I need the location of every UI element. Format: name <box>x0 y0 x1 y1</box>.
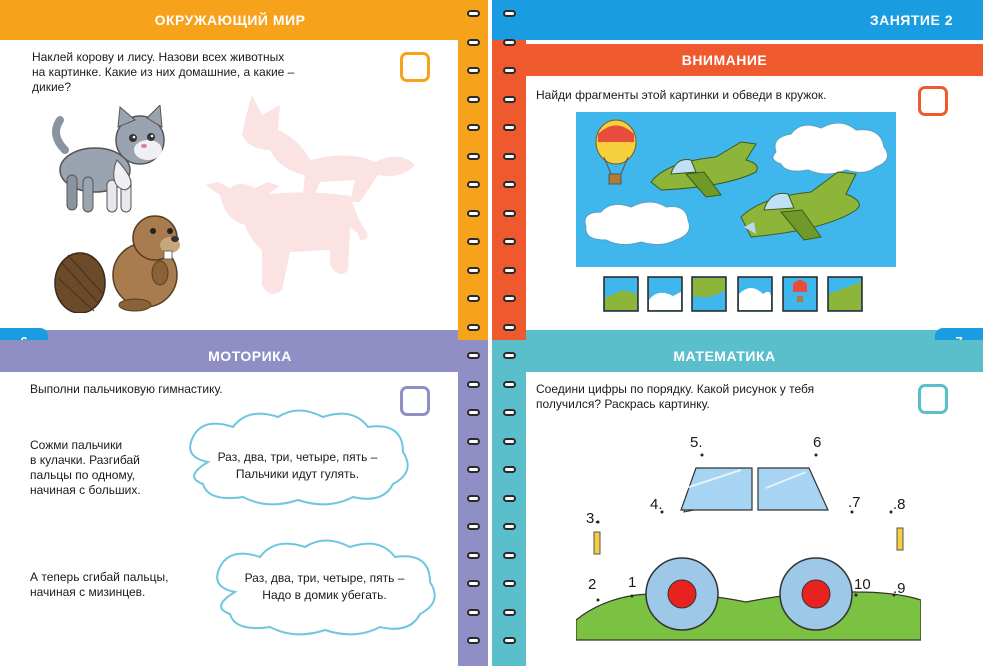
spring-hole <box>467 124 480 131</box>
dot-num-5: 5. <box>690 434 703 451</box>
spring-hole <box>467 523 480 530</box>
spring-hole <box>503 39 516 46</box>
spring-hole <box>503 295 516 302</box>
task-text-attention: Найди фрагменты этой картинки и обведи в кружок. <box>536 88 827 102</box>
spring-hole <box>503 438 516 445</box>
section-header-math <box>526 340 983 372</box>
dot-num-10: 10 <box>854 576 871 593</box>
beaver-illustration <box>50 213 190 313</box>
spring-hole <box>467 238 480 245</box>
dot-num-2: 2 <box>588 576 597 593</box>
dot-num-1: 1 <box>628 574 637 591</box>
spring-hole <box>503 267 516 274</box>
spring-hole <box>503 381 516 388</box>
spring-hole <box>503 67 516 74</box>
task-text-motorika: Выполни пальчиковую гимнастику. <box>30 382 223 396</box>
checkbox-attention[interactable] <box>918 86 948 116</box>
section-header-motorika <box>0 340 490 372</box>
verse1-instruction: Сожми пальчики в кулачки. Разгибай пальцы по одному, начиная с больших. <box>30 438 141 497</box>
spring-hole <box>467 10 480 17</box>
sky-picture <box>576 112 896 267</box>
spring-hole <box>467 637 480 644</box>
dot-num-4: 4. <box>650 496 663 513</box>
spring-hole <box>467 552 480 559</box>
spring-hole <box>503 238 516 245</box>
spring-hole <box>467 438 480 445</box>
lesson-header <box>526 0 983 40</box>
spring-hole <box>503 580 516 587</box>
spring-hole <box>503 181 516 188</box>
spring-hole <box>503 637 516 644</box>
divider-bar-right <box>526 330 983 340</box>
section-title: ВНИМАНИЕ <box>681 52 768 68</box>
spring-hole <box>503 124 516 131</box>
cat-illustration <box>45 105 175 220</box>
dot-num-9: .9 <box>893 580 906 597</box>
spring-hole <box>467 580 480 587</box>
spring-hole <box>503 523 516 530</box>
spring-hole <box>503 210 516 217</box>
spring-hole <box>503 552 516 559</box>
section-header-world <box>0 0 490 40</box>
section-title: МАТЕМАТИКА <box>673 348 776 364</box>
checkbox-math[interactable] <box>918 384 948 414</box>
spring-hole <box>503 96 516 103</box>
spring-hole <box>503 466 516 473</box>
spring-hole <box>467 495 480 502</box>
cloud-2-text: Раз, два, три, четыре, пять – Надо в домик убегать. <box>244 571 405 602</box>
verse2-instruction: А теперь сгибай пальцы, начиная с мизинцев. <box>30 570 169 599</box>
checkbox-world[interactable] <box>400 52 430 82</box>
spring-hole <box>467 324 480 331</box>
spine-left-bottom <box>458 340 490 666</box>
spring-hole <box>467 267 480 274</box>
dot-num-8: .8 <box>893 496 906 513</box>
spring-hole <box>467 381 480 388</box>
spring-hole <box>467 67 480 74</box>
dot-num-7: .7 <box>848 494 861 511</box>
section-header-attention <box>526 44 983 76</box>
sticker-placeholders <box>200 90 430 310</box>
dot-num-3: 3. <box>586 510 599 527</box>
section-title: МОТОРИКА <box>208 348 292 364</box>
lesson-title: ЗАНЯТИЕ 2 <box>869 12 953 28</box>
spring-hole <box>503 352 516 359</box>
spring-hole <box>503 324 516 331</box>
spring-hole <box>503 10 516 17</box>
spring-hole <box>467 466 480 473</box>
spring-hole <box>503 609 516 616</box>
spine-right-top-blue <box>490 0 526 40</box>
spring-hole <box>467 96 480 103</box>
task-text-math: Соедини цифры по порядку. Какой рисунок у тебя получился? Раскрась картинку. <box>536 382 815 411</box>
spine-right-bottom <box>490 340 526 666</box>
fragments-row <box>603 276 865 312</box>
task-text-world: Наклей корову и лису. Назови всех животных на картинке. Какие из них домашние, а какие – дикие? <box>32 50 295 94</box>
spring-hole <box>467 352 480 359</box>
spring-hole <box>467 153 480 160</box>
car-dot-picture <box>576 440 921 642</box>
divider-bar-left <box>0 330 490 340</box>
cloud-1-text: Раз, два, три, четыре, пять – Пальчики идут гулять. <box>217 450 378 481</box>
spine-left-top <box>458 0 490 340</box>
spring-hole <box>467 609 480 616</box>
section-title: ОКРУЖАЮЩИЙ МИР <box>154 12 306 28</box>
spring-hole <box>467 39 480 46</box>
spring-hole <box>467 295 480 302</box>
dot-num-6: 6 <box>813 434 822 451</box>
spring-hole <box>467 210 480 217</box>
spring-hole <box>467 409 480 416</box>
spring-hole <box>503 495 516 502</box>
spring-hole <box>503 409 516 416</box>
spring-hole <box>503 153 516 160</box>
spring-hole <box>467 181 480 188</box>
spine-gap <box>488 0 492 666</box>
